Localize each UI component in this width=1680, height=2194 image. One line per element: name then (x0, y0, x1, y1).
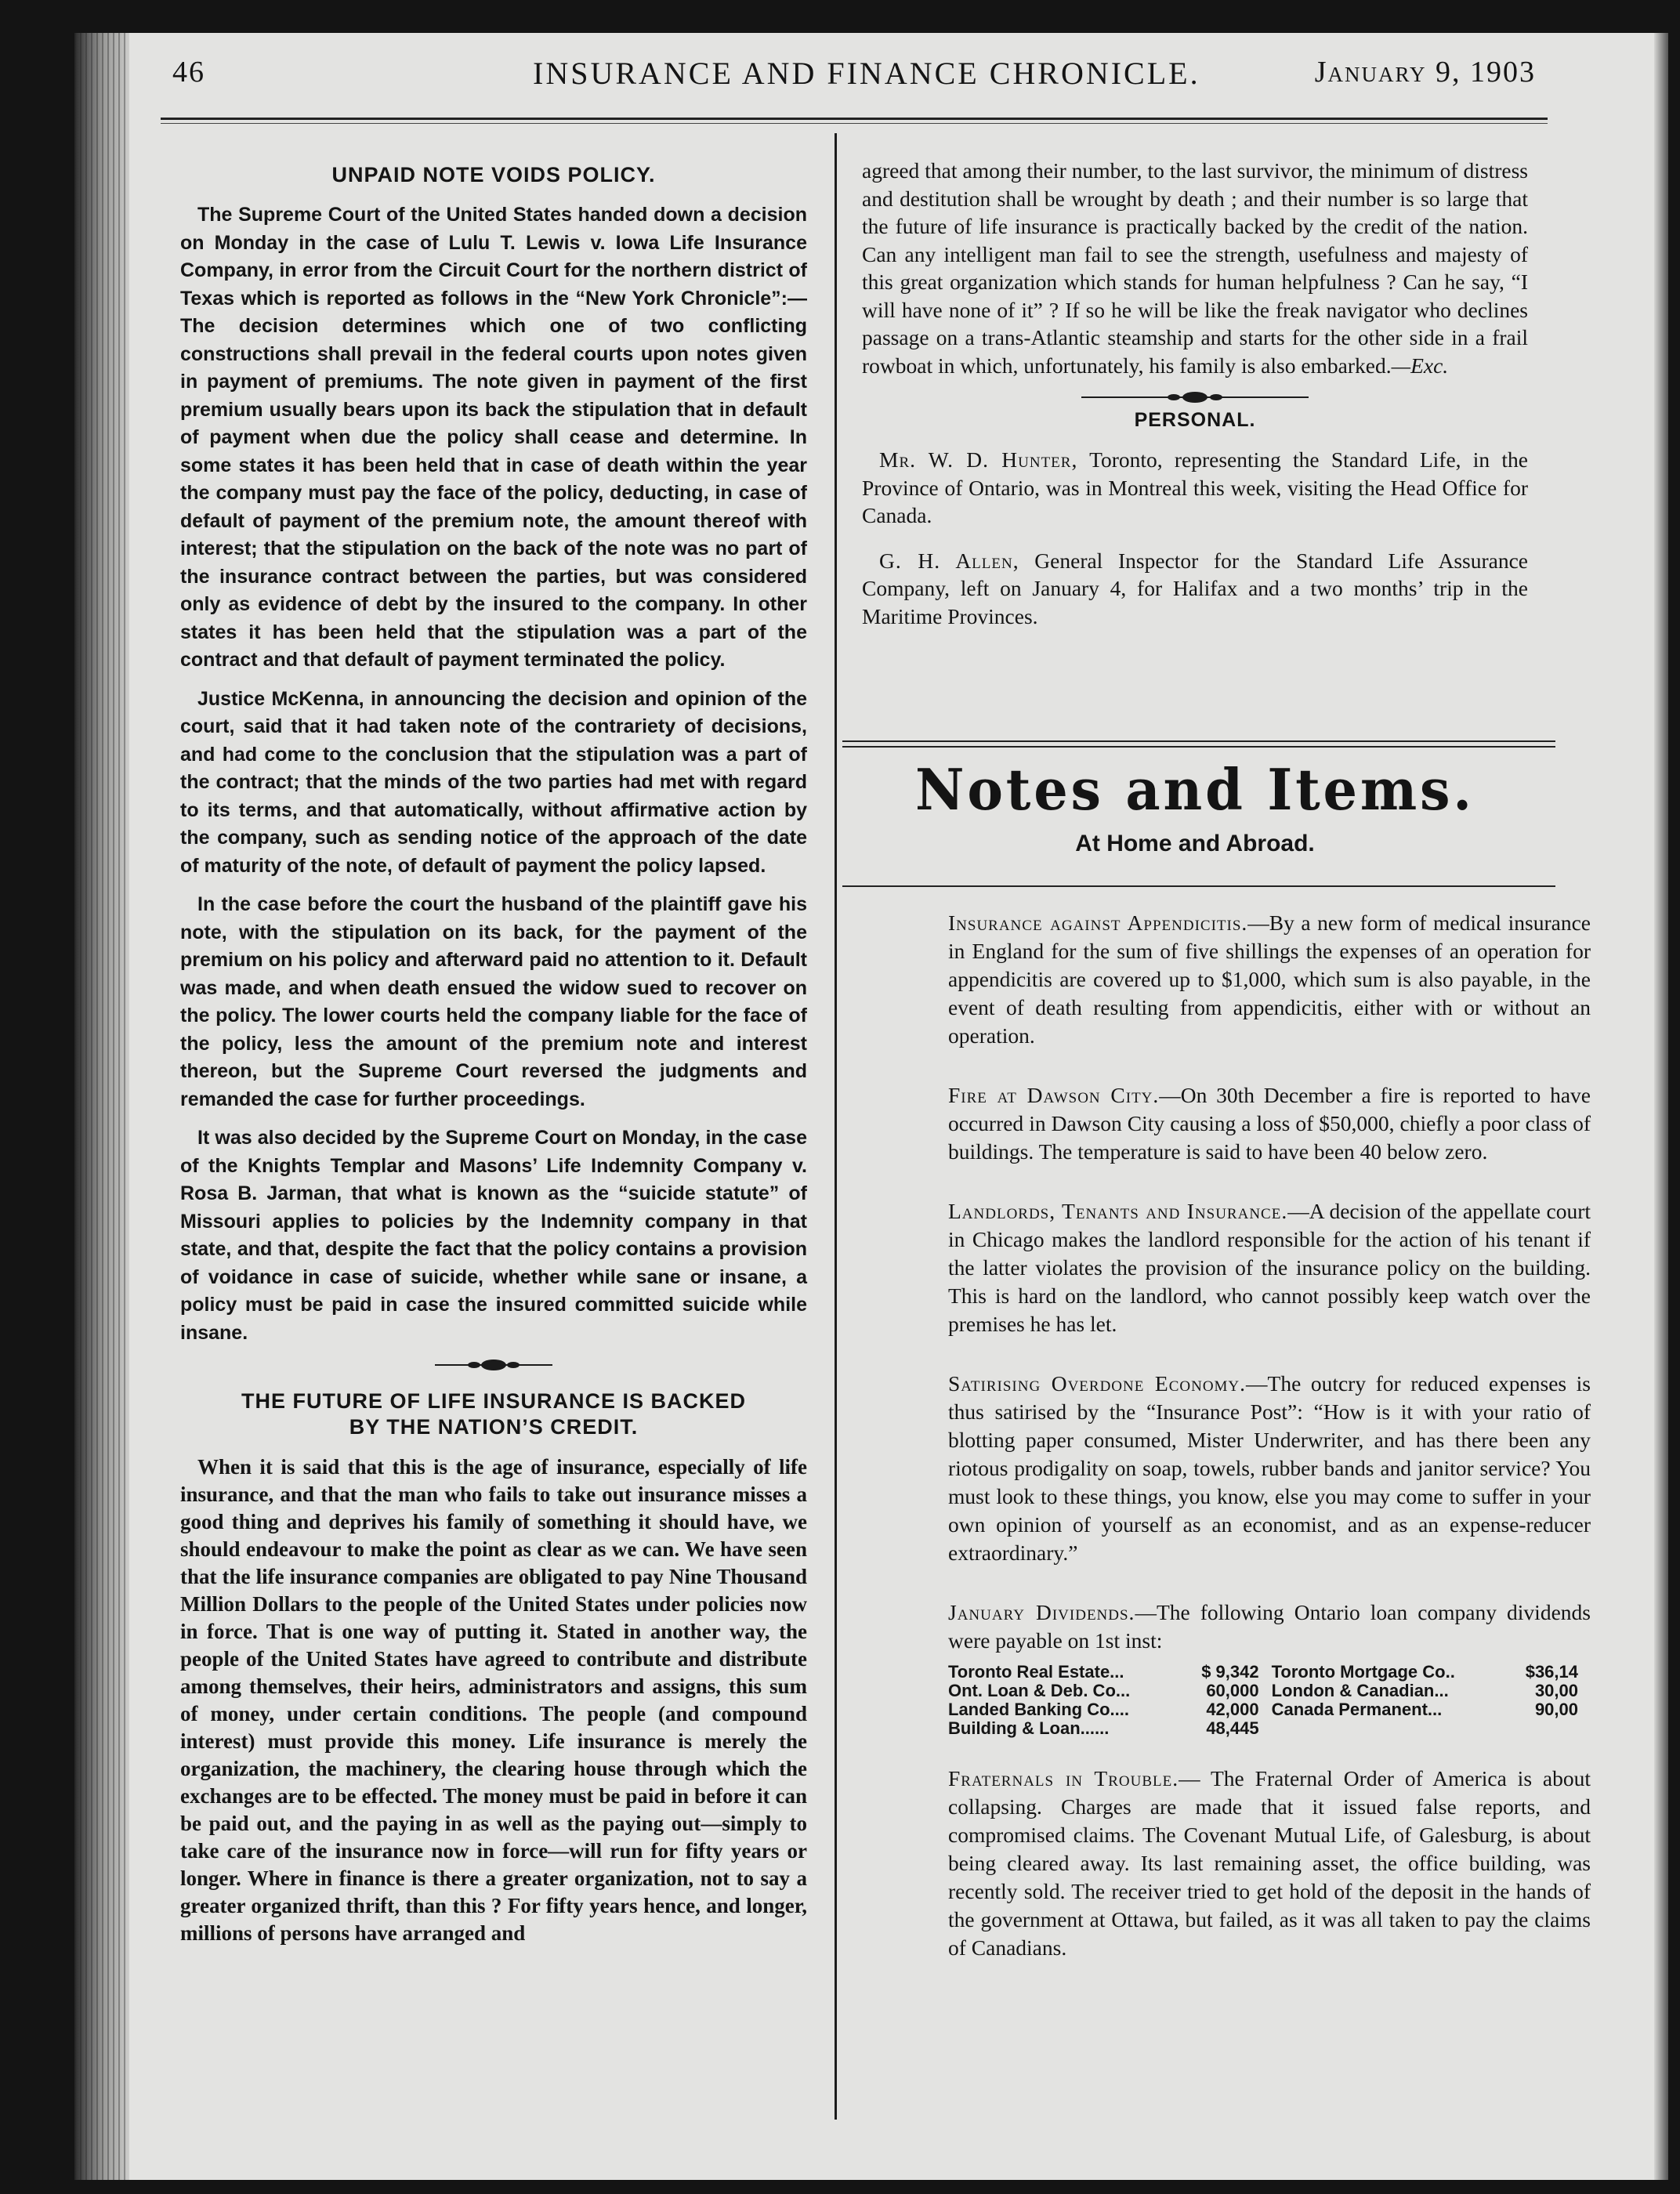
page-edge-shadow (1654, 33, 1668, 2180)
section-rule-thin (842, 746, 1555, 748)
article-paragraph: When it is said that this is the age of insurance, especially of life insurance, and that the man who fails to take out insurance misses a good thing and deprives his family of something it should have, we should endeavour to make the point as clear as we can. We have seen that the life insurance companies are obligated to pay Nine Thousand Million Dollars to the people of the United States under policies now in force. That is one way of putting it. Stated in another way, the people of the United States have agreed to contribute and distribute among themselves, their heirs, administrators and assigns, this sum of money, under certain conditions. The people (and compound interest) must provide this money. Life insurance is merely the organization, the machinery, the clearing house through which the exchanges are to be effected. The money must be paid in before it can be paid out, and the paying in as well as the paying out—simply to take care of the insurance now in force—will run for fifty years or longer. Where in finance is there a greater organization, not to say a greater organized thrift, than this ? For fifty years hence, and longer, millions of persons have arranged and (180, 1455, 807, 1945)
dividend-company (1272, 1719, 1508, 1738)
dividend-amount: 48,445 (1206, 1718, 1259, 1738)
dividends-table (948, 1663, 1591, 1738)
dividend-company: Landed Banking Co.... (948, 1700, 1130, 1719)
table-row (948, 1663, 1591, 1682)
article-paragraph: It was also decided by the Supreme Court on Monday, in the case of the Knights Templar and Masons’ Life Indemnity Company v. Rosa B. Jarman, that what is known as the “suicide statute” of Missouri applies to policies by the Indemnity company in that state, and that, despite the fact that the policy contains a provision of voidance in case of suicide, whether while sane or insane, a policy must be paid in case the insured committed suicide while insane. (180, 1127, 807, 1344)
header-rule-thin (161, 123, 1548, 124)
dividend-amount (1507, 1719, 1591, 1738)
ornament-divider-icon (435, 1358, 552, 1372)
article-title-future-line1: THE FUTURE OF LIFE INSURANCE IS BACKED (241, 1389, 746, 1413)
section-rule (842, 885, 1555, 887)
ornament-divider-icon (1081, 390, 1309, 404)
section-rule (842, 740, 1555, 742)
dividend-amount: $ 9,342 (1201, 1662, 1259, 1682)
dividend-amount: 30,00 (1534, 1681, 1578, 1700)
dividend-company: London & Canadian... (1271, 1681, 1449, 1700)
masthead-title: INSURANCE AND FINANCE CHRONICLE. (533, 56, 1200, 91)
bound-pages-gutter (74, 33, 129, 2180)
table-row (948, 1719, 1591, 1738)
personal-item (862, 547, 1528, 631)
source-credit: —Exc. (1391, 353, 1449, 378)
notes-section-subtitle: At Home and Abroad. (1075, 831, 1315, 856)
article-title-future-line2: BY THE NATION’S CREDIT. (349, 1415, 639, 1439)
note-text: —On 30th December a fire is reported to have occurred in Dawson City causing a loss of $50,000, chiefly a poor class of buildings. The temperature is said to have been 40 below zero. (948, 1083, 1591, 1164)
note-item (948, 909, 1591, 1050)
table-row (948, 1682, 1591, 1700)
note-text: — The Fraternal Order of America is about collapsing. Charges are made that it issued false reports, and compromised claims. The Covenant Mutual Life, of Galesburg, is about being cleared away. Its last remaining asset, the office building, was recently sold. The receiver tried to get hold of the deposit in the hands of the government at Ottawa, but failed, as it was all taken to pay the claims of Canadians. (948, 1766, 1591, 1960)
article-paragraph: The Supreme Court of the United States handed down a decision on Monday in the case of Lulu T. Lewis v. Iowa Life Insurance Company, in error from the Circuit Court for the northern district of Texas which is reported as follows in the “New York Chronicle”:—The decision determines which one of two conflicting constructions shall prevail in the federal courts upon notes given in payment of premiums. The note given in payment of the first premium usually bears upon its back the stipulation that in default of payment when due the policy shall cease and determine. In some states it has been held that in case of death within the year the company must pay the face of the policy, deducting, in case of default of payment of the premium note, the amount thereof with interest; that the stipulation on the back of the note was no part of the insurance contract between the parties, but was considered only as evidence of debt by the insured to the company. In other states it has been held that the stipulation was a part of the contract and that default of payment terminated the policy. (180, 204, 807, 671)
note-lead: January Dividends. (948, 1600, 1135, 1624)
article-paragraph: In the case before the court the husband of the plaintiff gave his note, with the stipulation on its back, for the payment of the premium on his policy and afterward paid no attention to it. Default was made, and when death ensued the widow sued to recover on the policy. The lower courts held the company liable for the face of the policy, less the amount of the premium note and interest thereon, but the Supreme Court reversed the judgments and remanded the case for further proceedings. (180, 893, 807, 1110)
person-text: Toronto, representing the Standard Life, in the Province of Ontario, was in Montreal this week, visiting the Head Office for Canada. (862, 447, 1528, 527)
note-lead: Insurance against Appendicitis. (948, 911, 1248, 935)
article-title-unpaid-note: UNPAID NOTE VOIDS POLICY. (331, 163, 656, 186)
note-lead: Landlords, Tenants and Insurance. (948, 1199, 1288, 1223)
dividend-company: Canada Permanent... (1271, 1700, 1443, 1719)
dividend-company: Building & Loan...... (948, 1718, 1110, 1738)
dividend-company: Ont. Loan & Deb. Co... (948, 1681, 1131, 1700)
table-row (948, 1700, 1591, 1719)
continued-text: agreed that among their number, to the last survivor, the minimum of distress and destitution shall be wrought by death ; and their number is so large that the future of life insurance is practically backed by the credit of the nation. Can any intelligent man fail to see the strength, usefulness and majesty of this great organization which stands for human helpfulness ? Can he say, “I will have none of it” ? If so he will be like the freak navigator who declines passage on a trans-Atlantic steamship and starts for the other side in a frail rowboat in which, unfortunately, his family is also embarked. (862, 158, 1528, 378)
continued-paragraph (862, 157, 1528, 379)
note-text: —By a new form of medical insurance in England for the sum of five shillings the expenses of an operation for appendicitis are covered up to $1,000, which sum is also payable, in the event of death resulting from appendicitis, either with or without an operation. (948, 911, 1591, 1048)
page-number: 46 (172, 56, 205, 89)
note-text: —The outcry for reduced expenses is thus satirised by the “Insurance Post”: “How is it with your ratio of blotting paper consumed, Mister Underwriter, and has there been any riotous prodigality on soap, towels, rubber bands and janitor service? You must look to these things, you know, else you may come to suffer in your own opinion of yourself as an economist, and as an expense-reducer extraordinary.” (948, 1371, 1591, 1565)
column-rule (835, 133, 837, 2120)
article-paragraph: Justice McKenna, in announcing the decision and opinion of the court, said that it had taken note of the contrariety of decisions, and had come to the conclusion that the stipulation was a part of the contract; that the minds of the two parties had met with regard to its terms, and that automatically, without affirmative action by the company, such as sending notice of the approach of the date of maturity of the note, of default of payment the policy lapsed. (180, 687, 807, 877)
note-text: —The following Ontario loan company dividends were payable on 1st inst: (948, 1600, 1591, 1653)
personal-item (862, 446, 1528, 530)
dividend-company: Toronto Real Estate... (948, 1662, 1124, 1682)
left-column (180, 163, 807, 1958)
personal-heading: PERSONAL. (1134, 409, 1256, 431)
note-item (948, 1081, 1591, 1166)
dividend-amount: 42,000 (1206, 1700, 1259, 1719)
notes-column (948, 909, 1591, 1993)
note-text: —A decision of the appellate court in Chicago makes the landlord responsible for the action of his tenant if the latter violates the provision of the insurance policy on the building. This is hard on the landlord, who cannot possibly keep watch over the premises he has let. (948, 1199, 1591, 1336)
person-text: General Inspector for the Standard Life Assurance Company, left on January 4, for Halifax and a two months’ trip in the Maritime Provinces. (862, 548, 1528, 628)
running-header (172, 47, 1536, 118)
person-name: G. H. Allen, (879, 548, 1019, 573)
dividend-amount: 60,000 (1206, 1681, 1259, 1700)
note-item (948, 1370, 1591, 1567)
note-item (948, 1197, 1591, 1338)
note-lead: Fire at Dawson City. (948, 1083, 1160, 1107)
note-item (948, 1598, 1591, 1655)
note-lead: Satirising Overdone Economy. (948, 1371, 1247, 1396)
dividend-company: Toronto Mortgage Co.. (1271, 1662, 1455, 1682)
person-name: Mr. W. D. Hunter, (879, 447, 1078, 472)
dividend-amount: $36,14 (1525, 1662, 1578, 1682)
notes-section-title: Notes and Items. (915, 756, 1475, 823)
note-lead: Fraternals in Trouble. (948, 1766, 1179, 1790)
dividend-amount: 90,00 (1534, 1700, 1578, 1719)
issue-date: January 9, 1903 (1314, 56, 1536, 89)
header-rule (161, 118, 1548, 120)
note-item (948, 1765, 1591, 1962)
right-column-top (862, 157, 1528, 641)
